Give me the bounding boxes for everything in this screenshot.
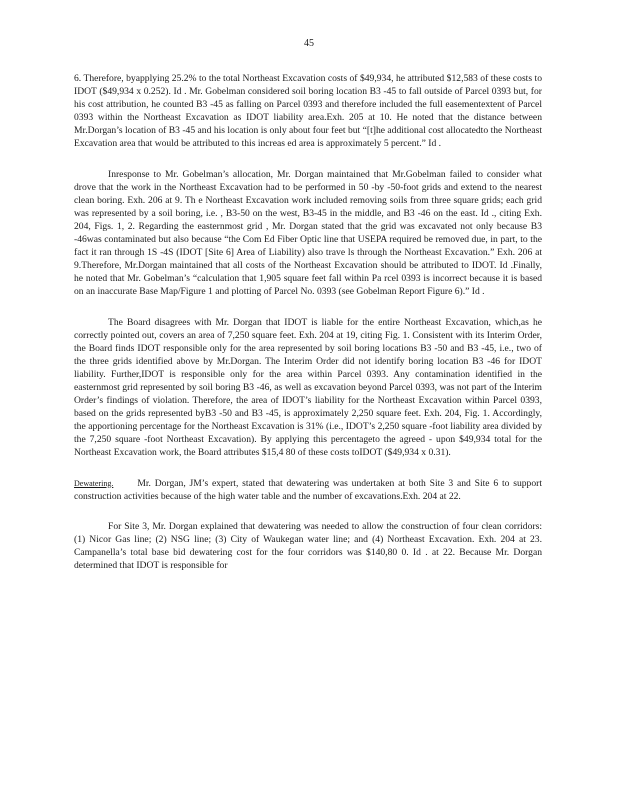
section-heading-dewatering: Dewatering.	[74, 478, 114, 488]
paragraph-5: For Site 3, Mr. Dorgan explained that dewatering was needed to allow the construction of four clean corridors: (1) Nicor Gas line; (2) NSG line; (3) City of Waukegan water line; and (4) Northeast Excavation. Exh. 204 at 23. Campanella’s total base bid dewatering cost for the four corridors was $140,80 0. Id . at 22. Because Mr. Dorgan determined that IDOT is responsible for	[74, 520, 542, 571]
paragraph-1: 6. Therefore, byapplying 25.2% to the total Northeast Excavation costs of $49,934, he attributed $12,583 of these costs to IDOT ($49,934 x 0.252). Id . Mr. Gobelman considered soil boring location B3 -45 to fall outside of Parcel 0393 but, for his cost attribution, he counted B3 -45 as falling on Parcel 0393 and therefore included the full easementextent of Parcel 0393 within the Northeast Excavation as IDOT liability area.Exh. 205 at 10. He noted that the distance between Mr.Dorgan’s location of B3 -45 and his location is only about four feet but “[t]he additional cost allocatedto the Northeast Excavation area that would be attributed to this increas ed area is approximately 5 percent.” Id .	[74, 73, 542, 150]
paragraph-4	[74, 477, 542, 503]
paragraph-2: Inresponse to Mr. Gobelman’s allocation, Mr. Dorgan maintained that Mr.Gobelman failed to consider what drove that the work in the Northeast Excavation had to be performed in 50 -by -50-foot grids and extend to the nearest clean boring. Exh. 206 at 9. Th e Northeast Excavation work included removing soils from three square grids; each grid was represented by a soil boring, i.e. , B3-50 on the west, B3-45 in the middle, and B3 -46 on the east. Id ., citing Exh. 204, Figs. 1, 2. Regarding the easternmost grid , Mr. Dorgan stated that the grid was excavated not only because B3 -46was contaminated but also because “the Com Ed Fiber Optic line that USEPA required be removed due, in part, to the fact it ran through 1S -4S (IDOT [Site 6] Area of Liability) also trave ls through the Northeast Excavation.” Exh. 206 at 9.Therefore, Mr.Dorgan maintained that all costs of the Northeast Excavation should be attributed to IDOT. Id .Finally, he noted that Mr. Gobelman’s “calculation that 1,905 square feet fall within Pa rcel 0393 is incorrect because it is based on an inaccurate Base Map/Figure 1 and plotting of Parcel No. 0393 (see Gobelman Report Figure 6).” Id .	[74, 168, 542, 298]
document-body	[74, 72, 542, 589]
paragraph-4-text: Mr. Dorgan, JM’s expert, stated that dewatering was undertaken at both Site 3 and Site 6 to support construction activities because of the high water table and the number of excavations.Exh. 204 at 22.	[74, 477, 542, 502]
page-number: 45	[304, 38, 314, 49]
paragraph-3: The Board disagrees with Mr. Dorgan that IDOT is liable for the entire Northeast Excavation, which,as he correctly pointed out, covers an area of 7,250 square feet. Exh. 204 at 19, citing Fig. 1. Consistent with its Interim Order, the Board finds IDOT responsible only for the area represented by soil boring locations B3 -50 and B3 -45, i.e., two of the three grids identified above by Mr.Dorgan. The Interim Order did not identify boring location B3 -46 for IDOT liability. Further,IDOT is responsible only for the area within Parcel 0393. Any contamination identified in the easternmost grid represented by soil boring B3 -46, as well as excavation beyond Parcel 0393, was not part of the Interim Order’s findings of violation. Therefore, the area of IDOT’s liability for the Northeast Excavation within Parcel 0393, based on the grids represented byB3 -50 and B3 -45, is approximately 2,250 square feet. Exh. 204, Fig. 1. Accordingly, the apportioning percentage for the Northeast Excavation is 31% (i.e., IDOT’s 2,250 square -foot liability area divided by the 7,250 square -foot Northeast Excavation). By applying this percentageto the agreed - upon $49,934 total for the Northeast Excavation work, the Board attributes $15,4 80 of these costs toIDOT ($49,934 x 0.31).	[74, 316, 542, 459]
